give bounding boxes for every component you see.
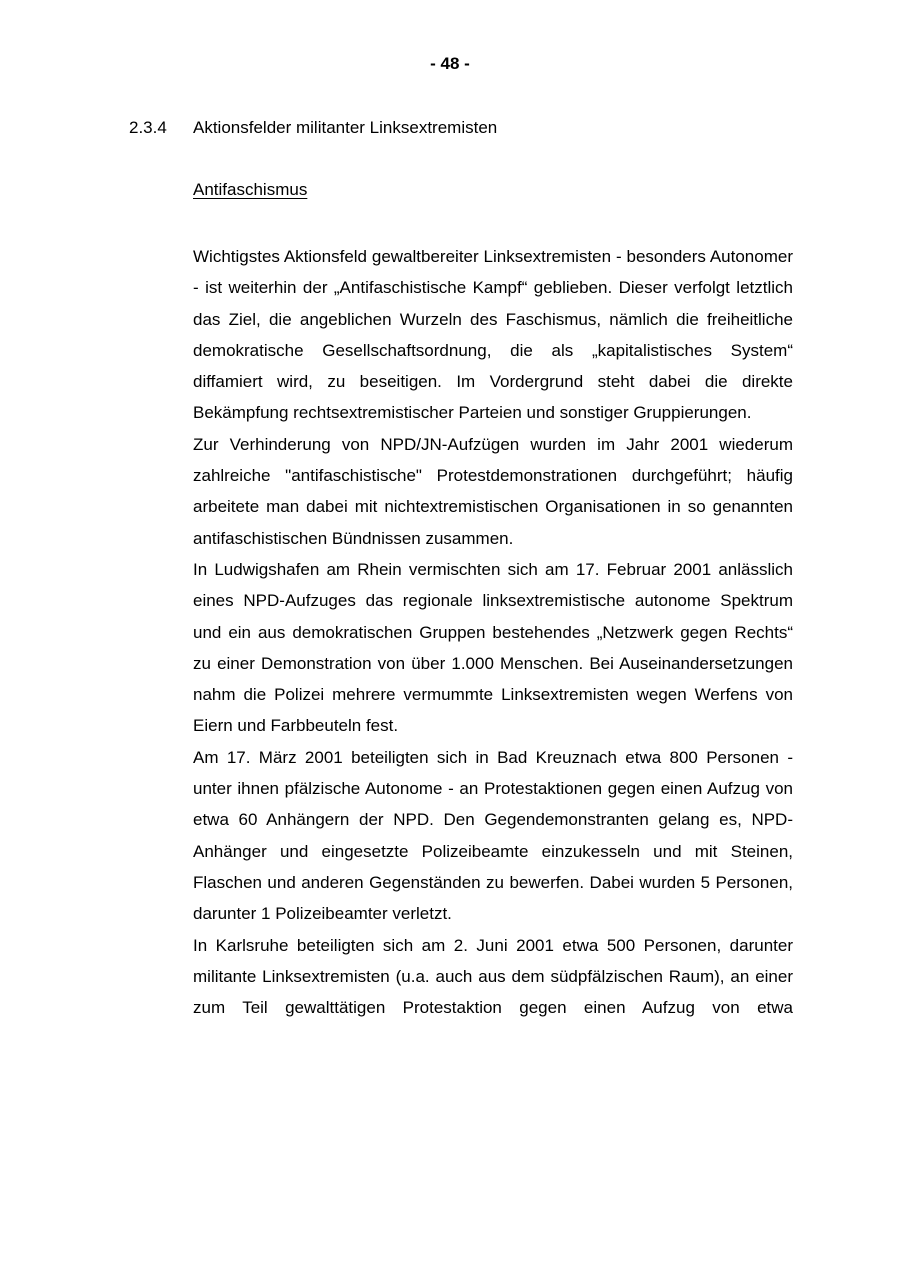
section-number: 2.3.4 [129,118,167,137]
paragraph: Am 17. März 2001 beteiligten sich in Bad Kreuznach etwa 800 Personen - unter ihnen pfälzische Autonome - an Protestaktionen gegen einen Aufzug von etwa 60 Anhängern der NPD. Den Gegendemonstranten gelang es, NPD-Anhänger und eingesetzte Polizeibeamte einzukesseln und mit Steinen, Flaschen und anderen Gegenständen zu bewerfen. Dabei wurden 5 Personen, darunter 1 Polizeibeamter verletzt. [193,747,793,924]
paragraph: In Ludwigshafen am Rhein vermischten sich am 17. Februar 2001 anlässlich eines NPD-Aufzuges das regionale linksextremistische autonome Spektrum und ein aus demokratischen Gruppen bestehendes „Netzwerk gegen Rechts“ zu einer Demonstration von über 1.000 Menschen. Bei Auseinandersetzungen nahm die Polizei mehrere vermummte Linksextremisten wegen Werfens von Eiern und Farbbeuteln fest. [193,559,793,736]
body-text [193,241,793,1023]
paragraph: Wichtigstes Aktionsfeld gewaltbereiter Linksextremisten - besonders Autonomer - ist weiterhin der „Antifaschistische Kampf“ geblieben. Dieser verfolgt letztlich das Ziel, die angeblichen Wurzeln des Faschismus, nämlich die freiheitliche demokratische Gesellschaftsordnung, die als „kapitalistisches System“ diffamiert wird, zu beseitigen. Im Vordergrund steht dabei die direkte Bekämpfung rechtsextremistischer Parteien und sonstiger Gruppierungen. [193,247,793,423]
paragraph: In Karlsruhe beteiligten sich am 2. Juni 2001 etwa 500 Personen, darunter militante Linksextremisten (u.a. auch aus dem südpfälzischen Raum), an einer zum Teil gewalttätigen Protestaktion gegen einen Aufzug von etwa [193,935,793,1018]
section-title: Aktionsfelder militanter Linksextremisten [193,118,498,137]
page-number: - 48 - [430,54,470,73]
paragraph: Zur Verhinderung von NPD/JN-Aufzügen wurden im Jahr 2001 wiederum zahlreiche "antifaschistische" Protestdemonstrationen durchgeführt; häufig arbeitete man dabei mit nichtextremistischen Organisationen in so genannten antifaschistischen Bündnissen zusammen. [193,434,793,548]
subheading: Antifaschismus [193,180,308,199]
